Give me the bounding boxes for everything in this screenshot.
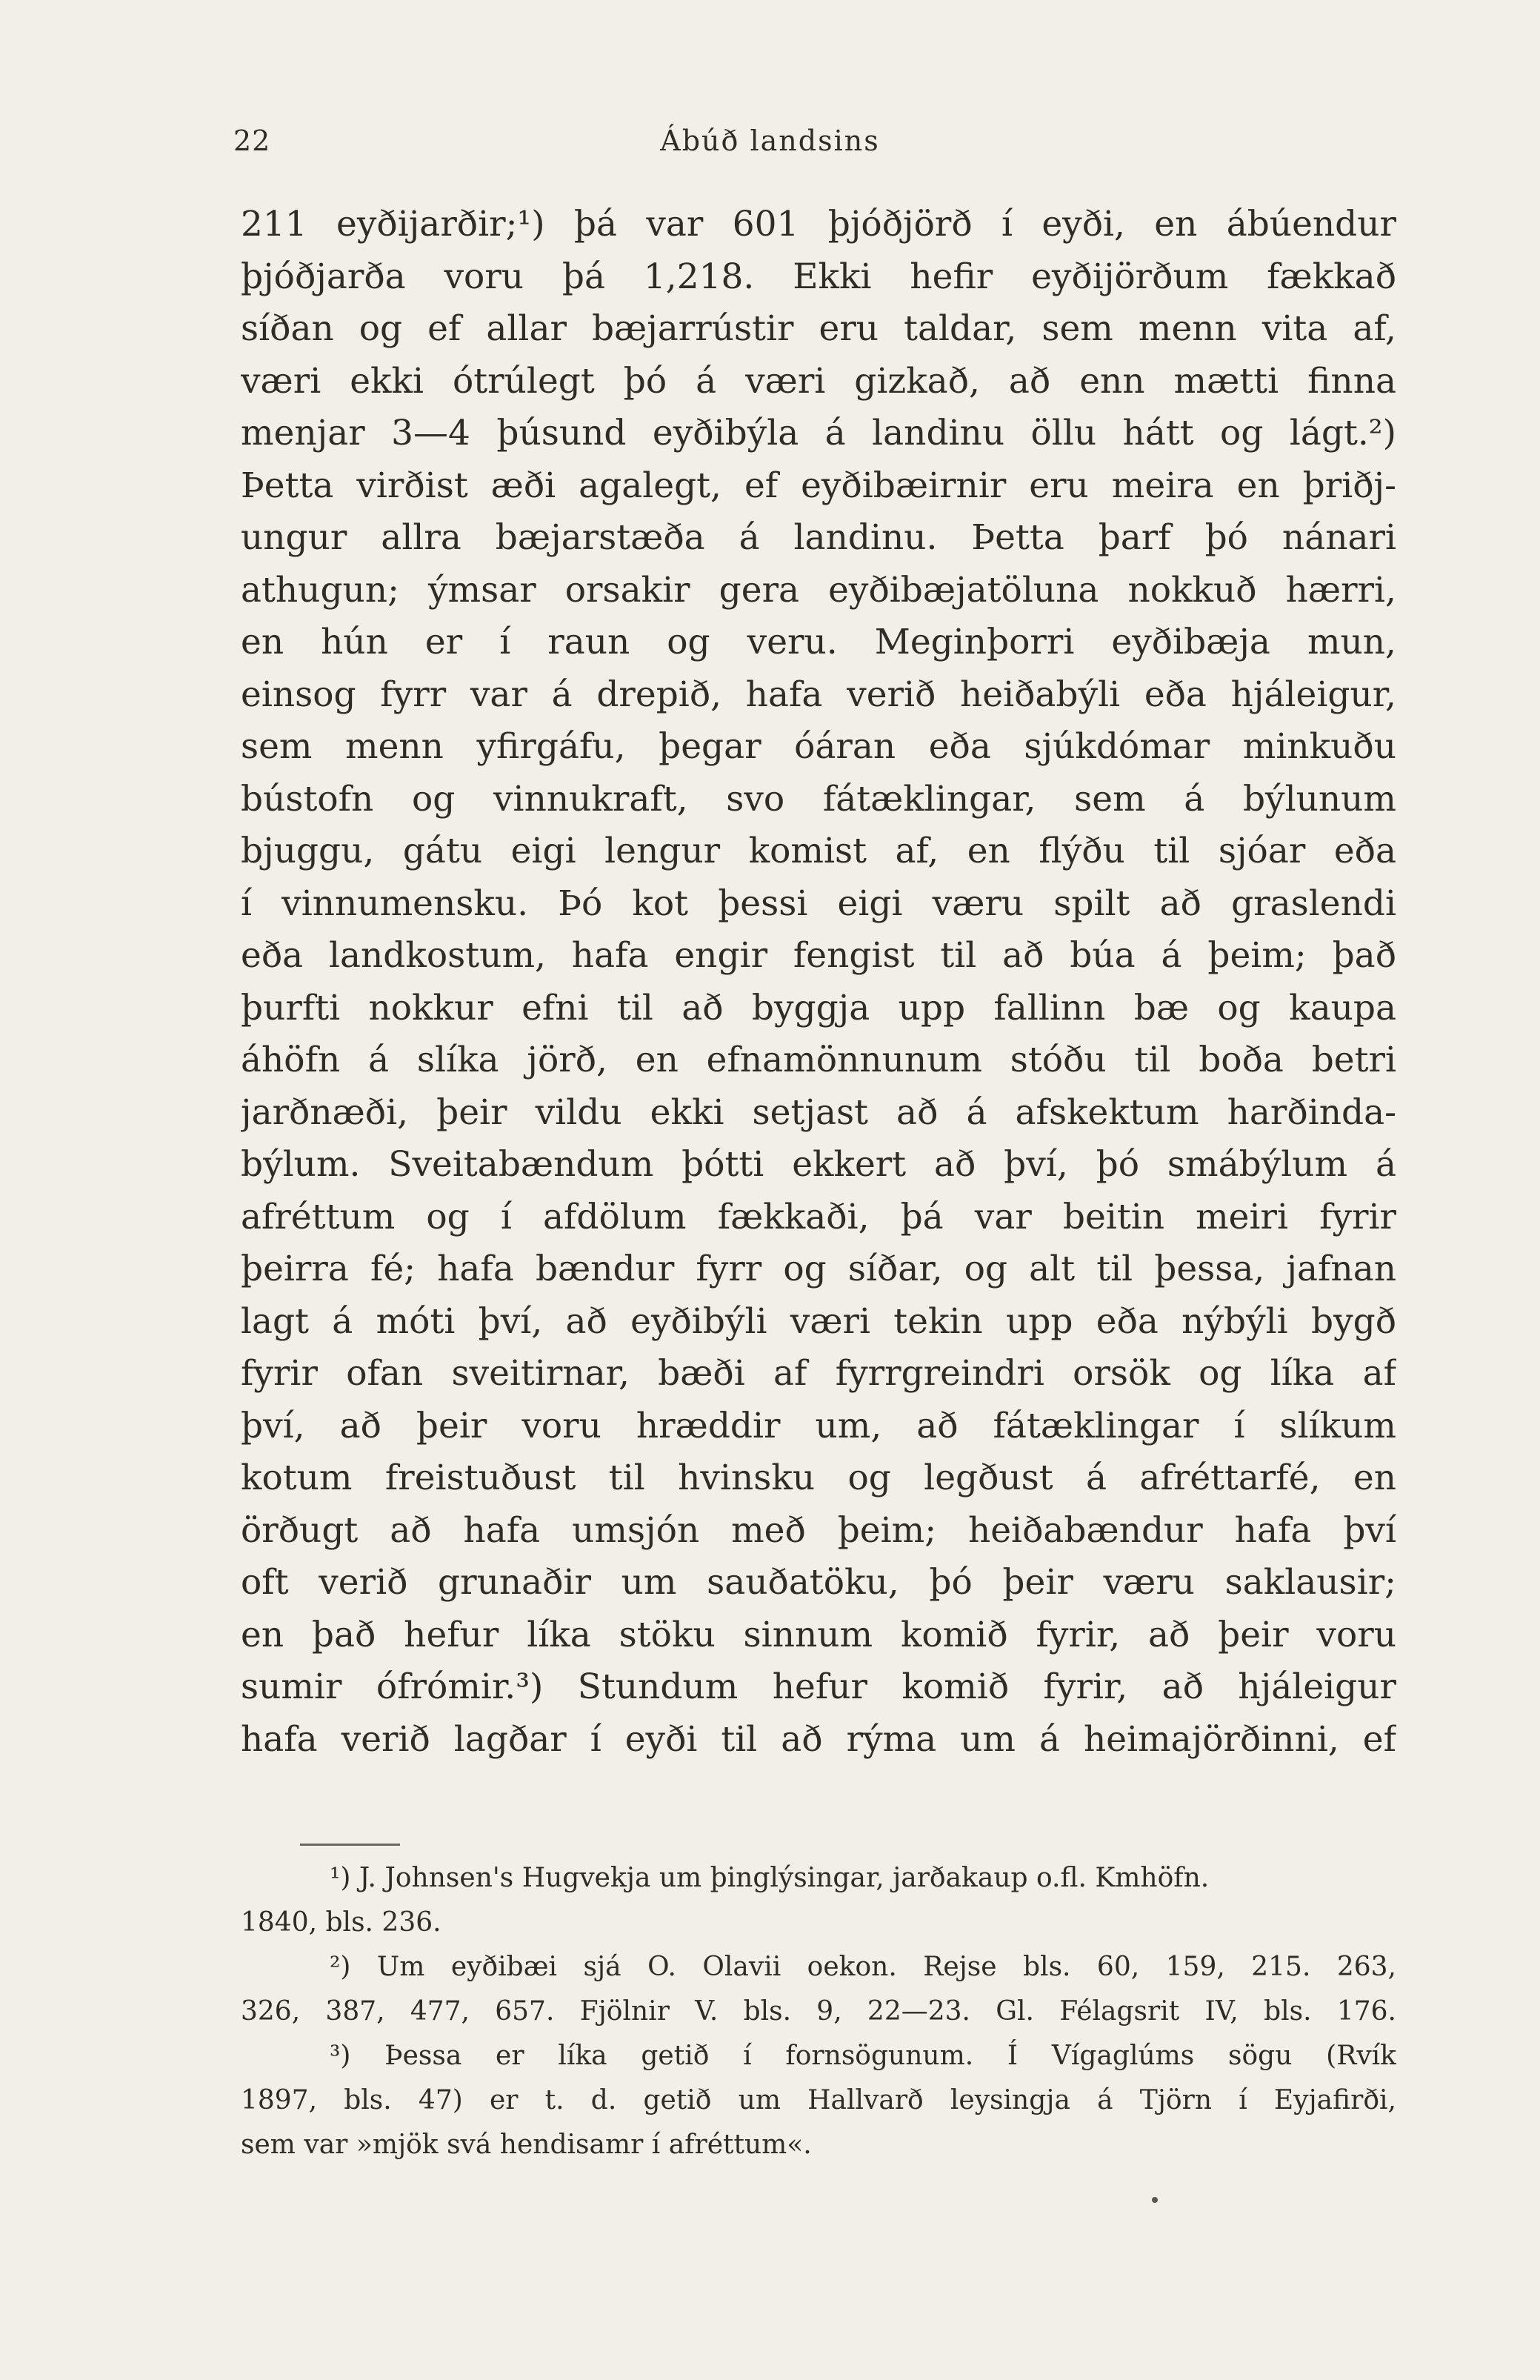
text-line: því, að þeir voru hræddir um, að fátæklingar í slíkum: [241, 1405, 1396, 1446]
text-line: en það hefur líka stöku sinnum komið fyrir, að þeir voru: [241, 1614, 1396, 1655]
text-line: jarðnæði, þeir vildu ekki setjast að á afskektum harðinda-: [241, 1091, 1396, 1133]
text-line: lagt á móti því, að eyðibýli væri tekin upp eða nýbýli bygð: [241, 1300, 1396, 1342]
text-line: sem menn yfirgáfu, þegar óáran eða sjúkdómar minkuðu: [241, 726, 1396, 767]
text-line: örðugt að hafa umsjón með þeim; heiðabændur hafa því: [241, 1509, 1396, 1551]
footnote-divider: [300, 1844, 400, 1846]
ink-speck: [1152, 2197, 1158, 2203]
footnote-line: 1840, bls. 236.: [241, 1907, 441, 1938]
text-line: væri ekki ótrúlegt þó á væri gizkað, að enn mætti finna: [241, 360, 1396, 402]
text-line: einsog fyrr var á drepið, hafa verið heiðabýli eða hjáleigur,: [241, 674, 1396, 715]
text-line: þurfti nokkur efni til að byggja upp fallinn bæ og kaupa: [241, 987, 1396, 1028]
page-number: 22: [233, 124, 271, 157]
text-line: þjóðjarða voru þá 1,218. Ekki hefir eyðijörðum fækkað: [241, 256, 1396, 297]
text-line: bústofn og vinnukraft, svo fátæklingar, sem á býlunum: [241, 778, 1396, 820]
text-line: hafa verið lagðar í eyði til að rýma um á heimajörðinni, ef: [241, 1718, 1396, 1760]
text-line: ungur allra bæjarstæða á landinu. Þetta þarf þó nánari: [241, 517, 1396, 558]
text-line: bjuggu, gátu eigi lengur komist af, en flýðu til sjóar eða: [241, 831, 1396, 871]
body-text: [241, 199, 1396, 1766]
text-line: afréttum og í afdölum fækkaði, þá var beitin meiri fyrir: [241, 1196, 1396, 1237]
text-line: sumir ófrómir.³) Stundum hefur komið fyrir, að hjáleigur: [241, 1666, 1396, 1707]
footnote-line: 1897, bls. 47) er t. d. getið um Hallvarð leysingja á Tjörn í Eyjafirði,: [241, 2085, 1396, 2115]
text-line: býlum. Sveitabændum þótti ekkert að því, þó smábýlum á: [241, 1144, 1396, 1185]
text-line: en hún er í raun og veru. Meginþorri eyðibæja mun,: [241, 622, 1396, 662]
running-head: Ábúð landsins: [660, 124, 880, 157]
text-line: athugun; ýmsar orsakir gera eyðibæjatöluna nokkuð hærri,: [241, 569, 1396, 611]
text-line: í vinnumensku. Þó kot þessi eigi væru spilt að graslendi: [241, 882, 1396, 924]
text-line: áhöfn á slíka jörð, en efnamönnunum stóðu til boða betri: [241, 1040, 1396, 1080]
text-line: 211 eyðijarðir;¹) þá var 601 þjóðjörð í eyði, en ábúendur: [241, 204, 1396, 245]
text-line: síðan og ef allar bæjarrústir eru taldar, sem menn vita af,: [241, 308, 1396, 349]
text-line: fyrir ofan sveitirnar, bæði af fyrrgreindri orsök og líka af: [241, 1353, 1396, 1394]
footnotes: [241, 1856, 1396, 2167]
footnote-line: ²) Um eyðibæi sjá O. Olavii oekon. Rejse bls. 60, 159, 215. 263,: [330, 1952, 1396, 1982]
text-line: Þetta virðist æði agalegt, ef eyðibæirnir eru meira en þriðj-: [241, 465, 1396, 506]
text-line: oft verið grunaðir um sauðatöku, þó þeir væru saklausir;: [241, 1562, 1396, 1603]
footnote-line: sem var »mjök svá hendisamr í afréttum«.: [241, 2130, 812, 2160]
footnote-line: 326, 387, 477, 657. Fjölnir V. bls. 9, 22—23. Gl. Félagsrit IV, bls. 176.: [241, 1996, 1396, 2027]
text-line: þeirra fé; hafa bændur fyrr og síðar, og alt til þessa, jafnan: [241, 1249, 1396, 1289]
footnote-line: ³) Þessa er líka getið í fornsögunum. Í Vígaglúms sögu (Rvík: [330, 2041, 1396, 2071]
text-line: kotum freistuðust til hvinsku og legðust á afréttarfé, en: [241, 1457, 1396, 1498]
footnote-line: ¹) J. Johnsen's Hugvekja um þinglýsingar, jarðakaup o.fl. Kmhöfn.: [330, 1863, 1210, 1893]
text-line: eða landkostum, hafa engir fengist til að búa á þeim; það: [241, 935, 1396, 976]
text-line: menjar 3—4 þúsund eyðibýla á landinu öllu hátt og lágt.²): [241, 413, 1396, 453]
